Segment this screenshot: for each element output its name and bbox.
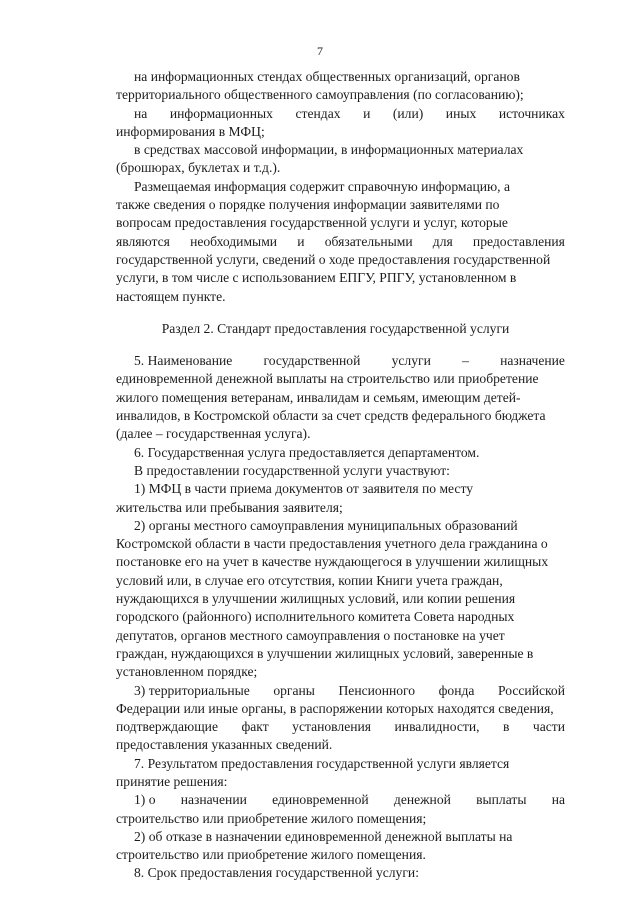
text-line: 8. Срок предоставления государственной услуги: xyxy=(134,865,419,881)
word: (или) xyxy=(392,105,424,121)
text-line: предоставления указанных сведений. xyxy=(116,737,333,753)
text-line: (далее – государственная услуга). xyxy=(116,426,311,442)
word: части xyxy=(532,719,565,735)
text-line: услуги, в том числе с использованием ЕПГУ, РПГУ, установленном в xyxy=(116,270,517,286)
text-line: депутатов, органов местного самоуправления о постановке на учет xyxy=(116,627,505,643)
word: для xyxy=(432,233,453,249)
section-heading: Раздел 2. Стандарт предоставления государственной услуги xyxy=(161,320,510,336)
word: обязательными xyxy=(324,233,413,249)
word: услуги xyxy=(391,353,431,369)
word: и xyxy=(297,233,305,249)
text-line: жительства или пребывания заявителя; xyxy=(116,499,343,515)
word: денежной xyxy=(393,792,451,808)
word: факт xyxy=(241,719,269,735)
word: государственной xyxy=(263,353,361,369)
text-line: условий или, в случае его отсутствия, копии Книги учета граждан, xyxy=(116,572,503,588)
word: Российской xyxy=(498,682,565,698)
word: Пенсионного xyxy=(338,682,416,698)
text-line: вопросам предоставления государственной услуги и услуг, которые xyxy=(116,215,508,231)
word: 5. Наименование xyxy=(134,353,233,369)
text-line: (брошюрах, буклетах и т.д.). xyxy=(116,160,281,176)
page-number: 7 xyxy=(317,44,323,58)
word: выплаты xyxy=(476,792,527,808)
word: единовременной xyxy=(272,792,369,808)
text-line: городского (районного) исполнительного комитета Совета народных xyxy=(116,609,515,625)
text-line: принятие решения: xyxy=(116,773,228,789)
word: органы xyxy=(273,682,315,698)
justified-line xyxy=(116,233,565,251)
text-line: Костромской области в части предоставления учетного дела гражданина о xyxy=(116,536,548,552)
justified-line xyxy=(116,352,565,370)
text-line: на информационных стендах общественных организаций, органов xyxy=(134,69,520,84)
text-line: настоящем пункте. xyxy=(116,288,226,304)
text-line: информирования в МФЦ; xyxy=(116,123,265,139)
text-line: 2) об отказе в назначении единовременной денежной выплаты на xyxy=(134,828,513,844)
text-line: единовременной денежной выплаты на строительство или приобретение xyxy=(116,371,539,387)
justified-line xyxy=(116,105,565,123)
word: в xyxy=(502,719,510,735)
text-line: жилого помещения ветеранам, инвалидам и семьям, имеющим детей- xyxy=(116,389,521,405)
text-line: нуждающихся в улучшении жилищных условий, или копии решения xyxy=(116,591,516,607)
text-line: В предоставлении государственной услуги участвуют: xyxy=(134,462,450,478)
justified-line xyxy=(116,791,565,809)
text-line: государственной услуги, сведений о ходе предоставления государственной xyxy=(116,251,551,267)
text-line: территориального общественного самоуправления (по согласованию); xyxy=(116,87,524,103)
justified-line xyxy=(116,682,565,700)
text-line: инвалидов, в Костромской области за счет средств федерального бюджета xyxy=(116,408,546,424)
justified-line xyxy=(116,718,565,736)
text-line: 6. Государственная услуга предоставляется департаментом. xyxy=(134,444,480,460)
text-line: строительство или приобретение жилого помещения. xyxy=(116,847,426,863)
word: иных xyxy=(445,105,477,121)
word: – xyxy=(462,353,469,369)
document-body xyxy=(116,68,565,883)
word: необходимыми xyxy=(190,233,278,249)
word: 3) территориальные xyxy=(134,682,250,698)
text-line: 1) МФЦ в части приема документов от заявителя по месту xyxy=(134,481,474,497)
text-line: установленном порядке; xyxy=(116,664,258,680)
text-line: Размещаемая информация содержит справочную информацию, а xyxy=(134,178,511,194)
word: на xyxy=(134,105,148,121)
text-line: Федерации или иные органы, в распоряжении которых находятся сведения, xyxy=(116,700,554,716)
word: инвалидности, xyxy=(394,719,480,735)
text-line: постановке его на учет в качестве нуждающегося в улучшении жилищных xyxy=(116,554,549,570)
text-line: 2) органы местного самоуправления муниципальных образований xyxy=(134,517,518,533)
word: фонда xyxy=(438,682,475,698)
word: и xyxy=(363,105,371,121)
word: источниках xyxy=(498,105,565,121)
word: подтверждающие xyxy=(116,719,218,735)
text-line: 7. Результатом предоставления государственной услуги является xyxy=(134,755,510,771)
word: 1) о xyxy=(134,792,156,808)
word: назначение xyxy=(500,353,565,369)
text-line: строительство или приобретение жилого помещения; xyxy=(116,810,427,826)
word: на xyxy=(551,792,565,808)
word: установления xyxy=(292,719,372,735)
text-line: граждан, нуждающихся в улучшении жилищных условий, заверенные в xyxy=(116,645,534,661)
word: информационных xyxy=(169,105,273,121)
word: стендах xyxy=(295,105,341,121)
word: назначении xyxy=(180,792,247,808)
text-line: в средствах массовой информации, в информационных материалах xyxy=(134,142,524,158)
word: являются xyxy=(116,233,170,249)
text-line: также сведения о порядке получения информации заявителями по xyxy=(116,197,500,213)
word: предоставления xyxy=(472,233,565,249)
